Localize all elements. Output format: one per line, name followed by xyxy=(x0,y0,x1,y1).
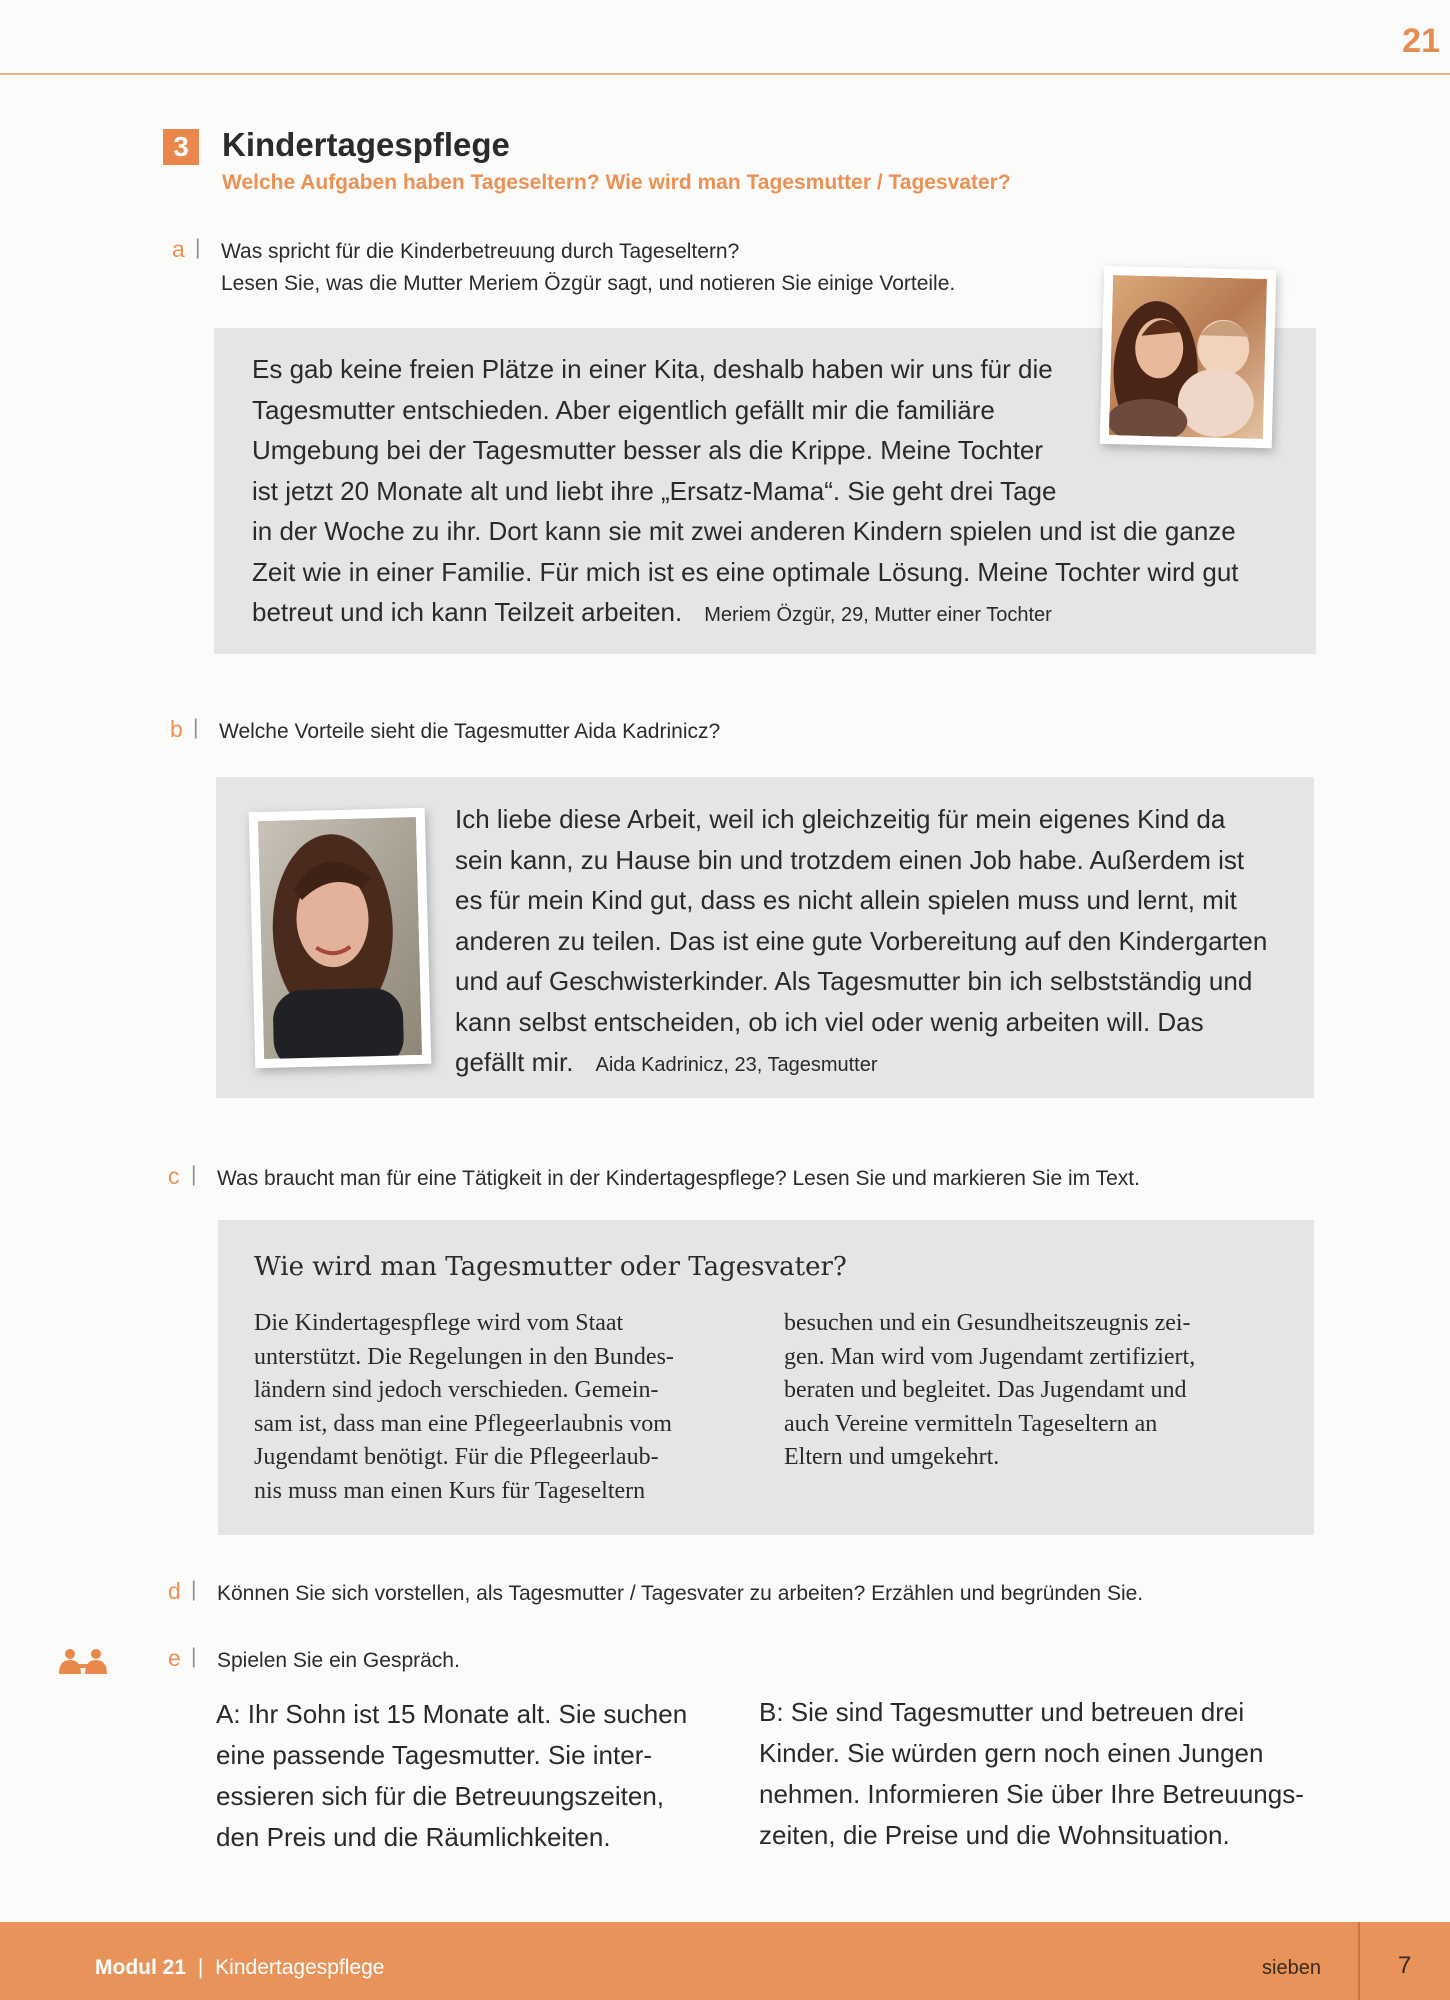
info-line: ländern sind jedoch verschieden. Gemein- xyxy=(254,1377,659,1403)
footer-page-number: 7 xyxy=(1398,1952,1412,1979)
info-line: besuchen und ein Gesundheitszeugnis zei- xyxy=(784,1310,1191,1336)
role-line: B: Sie sind Tagesmutter und betreuen drei xyxy=(759,1697,1245,1727)
task-letter: e xyxy=(168,1645,181,1671)
task-c xyxy=(168,1163,1318,1195)
info-line: Eltern und umgekehrt. xyxy=(784,1444,1000,1470)
pair-work-icon xyxy=(55,1648,111,1676)
task-e-text: Spielen Sie ein Gespräch. xyxy=(217,1649,460,1672)
role-line: Kinder. Sie würden gern noch einen Jungen xyxy=(759,1738,1264,1768)
info-line: Die Kindertagespflege wird vom Staat xyxy=(254,1310,624,1336)
quote-line-last xyxy=(455,1042,1267,1086)
task-d-text: Können Sie sich vorstellen, als Tagesmutter / Tagesvater zu arbeiten? Erzählen und begründen Sie. xyxy=(217,1582,1144,1605)
role-line: den Preis und die Räumlichkeiten. xyxy=(216,1822,611,1852)
quote-line: ist jetzt 20 Monate alt und liebt ihre „Ersatz-Mama“. Sie geht drei Tage xyxy=(252,475,1057,506)
quote-line: Zeit wie in einer Familie. Für mich ist es eine optimale Lösung. Meine Tochter wird gut xyxy=(252,556,1239,587)
info-line: sam ist, dass man eine Pflegeerlaubnis vom xyxy=(254,1410,672,1437)
info-line: auch Vereine vermitteln Tageseltern an xyxy=(784,1410,1158,1437)
page-number-top: 21 xyxy=(1402,22,1440,60)
role-card-a xyxy=(216,1694,687,1858)
task-d xyxy=(168,1578,1318,1610)
photo-aida xyxy=(249,808,432,1069)
task-a xyxy=(172,236,1072,298)
section-number-badge: 3 xyxy=(163,129,199,165)
task-letter: b xyxy=(170,716,183,742)
quote-line: sein kann, zu Hause bin und trotzdem einen Job habe. Außerdem ist xyxy=(455,844,1245,875)
quote-line: Es gab keine freien Plätze in einer Kita, deshalb haben wir uns für die xyxy=(252,354,1053,384)
task-separator: | xyxy=(191,1578,197,1601)
quote-meriem xyxy=(252,349,1239,636)
header-rule xyxy=(0,73,1450,75)
role-line: eine passende Tagesmutter. Sie inter- xyxy=(216,1740,653,1770)
task-letter: d xyxy=(168,1578,181,1604)
quote-line: in der Woche zu ihr. Dort kann sie mit zwei anderen Kindern spielen und ist die ganze xyxy=(252,516,1236,546)
photo-mother-child xyxy=(1100,266,1277,448)
task-e xyxy=(168,1645,768,1677)
mother-child-image xyxy=(1109,275,1267,439)
section-subtitle: Welche Aufgaben haben Tageseltern? Wie wird man Tagesmutter / Tagesvater? xyxy=(222,171,1011,194)
task-a-line-2: Lesen Sie, was die Mutter Meriem Özgür sagt, und notieren Sie einige Vorteile. xyxy=(221,272,956,295)
quote-line: betreut und ich kann Teilzeit arbeiten. xyxy=(252,597,683,627)
footer-page-word: sieben xyxy=(1262,1957,1321,1979)
role-line: nehmen. Informieren Sie über Ihre Betreuungs- xyxy=(759,1779,1304,1809)
footer-module-label xyxy=(95,1956,384,1980)
info-column-right xyxy=(784,1307,1195,1475)
task-separator: | xyxy=(191,1645,197,1668)
quote-aida xyxy=(455,799,1267,1086)
quote-line: Umgebung bei der Tagesmutter besser als die Krippe. Meine Tochter xyxy=(252,435,1044,465)
role-line: zeiten, die Preise und die Wohnsituation. xyxy=(759,1820,1230,1850)
quote-line: Ich liebe diese Arbeit, weil ich gleichzeitig für mein eigenes Kind da xyxy=(455,804,1226,834)
task-c-text: Was braucht man für eine Tätigkeit in der Kindertagespflege? Lesen Sie und markieren Sie im Text. xyxy=(217,1167,1140,1190)
task-letter: c xyxy=(168,1163,180,1189)
info-column-left xyxy=(254,1307,674,1508)
footer-module: Modul 21 xyxy=(95,1956,187,1979)
role-line: essieren sich für die Betreuungszeiten, xyxy=(216,1781,665,1811)
info-line: Jugendamt benötigt. Für die Pflegeerlaub- xyxy=(254,1444,659,1470)
footer-separator: | xyxy=(197,1956,204,1979)
quote-attribution: Meriem Özgür, 29, Mutter einer Tochter xyxy=(704,604,1052,626)
role-line: A: Ihr Sohn ist 15 Monate alt. Sie suchen xyxy=(216,1699,688,1729)
footer-divider xyxy=(1358,1922,1360,2000)
quote-line: kann selbst entscheiden, ob ich viel oder wenig arbeiten will. Das xyxy=(455,1006,1204,1037)
quote-line: Tagesmutter entschieden. Aber eigentlich gefällt mir die familiäre xyxy=(252,394,995,425)
info-box-title: Wie wird man Tagesmutter oder Tagesvater? xyxy=(254,1252,847,1282)
quote-line: gefällt mir. xyxy=(455,1047,574,1077)
footer-topic: Kindertagespflege xyxy=(215,1956,385,1979)
task-separator: | xyxy=(195,236,201,259)
info-line: gen. Man wird vom Jugendamt zertifiziert, xyxy=(784,1343,1196,1370)
task-b-text: Welche Vorteile sieht die Tagesmutter Aida Kadrinicz? xyxy=(219,720,721,743)
task-separator: | xyxy=(191,1163,197,1186)
info-line: beraten und begleitet. Das Jugendamt und xyxy=(784,1377,1187,1403)
aida-portrait-image xyxy=(258,817,422,1059)
task-b xyxy=(170,716,1070,748)
quote-line: anderen zu teilen. Das ist eine gute Vorbereitung auf den Kindergarten xyxy=(455,925,1268,956)
quote-line: und auf Geschwisterkinder. Als Tagesmutter bin ich selbstständig und xyxy=(455,966,1253,996)
quote-line: es für mein Kind gut, dass es nicht allein spielen muss und lernt, mit xyxy=(455,885,1237,915)
task-separator: | xyxy=(193,716,199,739)
task-a-line-1: Was spricht für die Kinderbetreuung durch Tageseltern? xyxy=(221,240,740,263)
info-line: unterstützt. Die Regelungen in den Bundes- xyxy=(254,1343,674,1370)
section-title: Kindertagespflege xyxy=(222,126,510,163)
quote-line-last xyxy=(252,592,1239,636)
task-letter: a xyxy=(172,236,185,262)
role-card-b xyxy=(759,1692,1304,1856)
quote-attribution: Aida Kadrinicz, 23, Tagesmutter xyxy=(595,1054,878,1076)
info-line: nis muss man einen Kurs für Tageseltern xyxy=(254,1477,646,1504)
